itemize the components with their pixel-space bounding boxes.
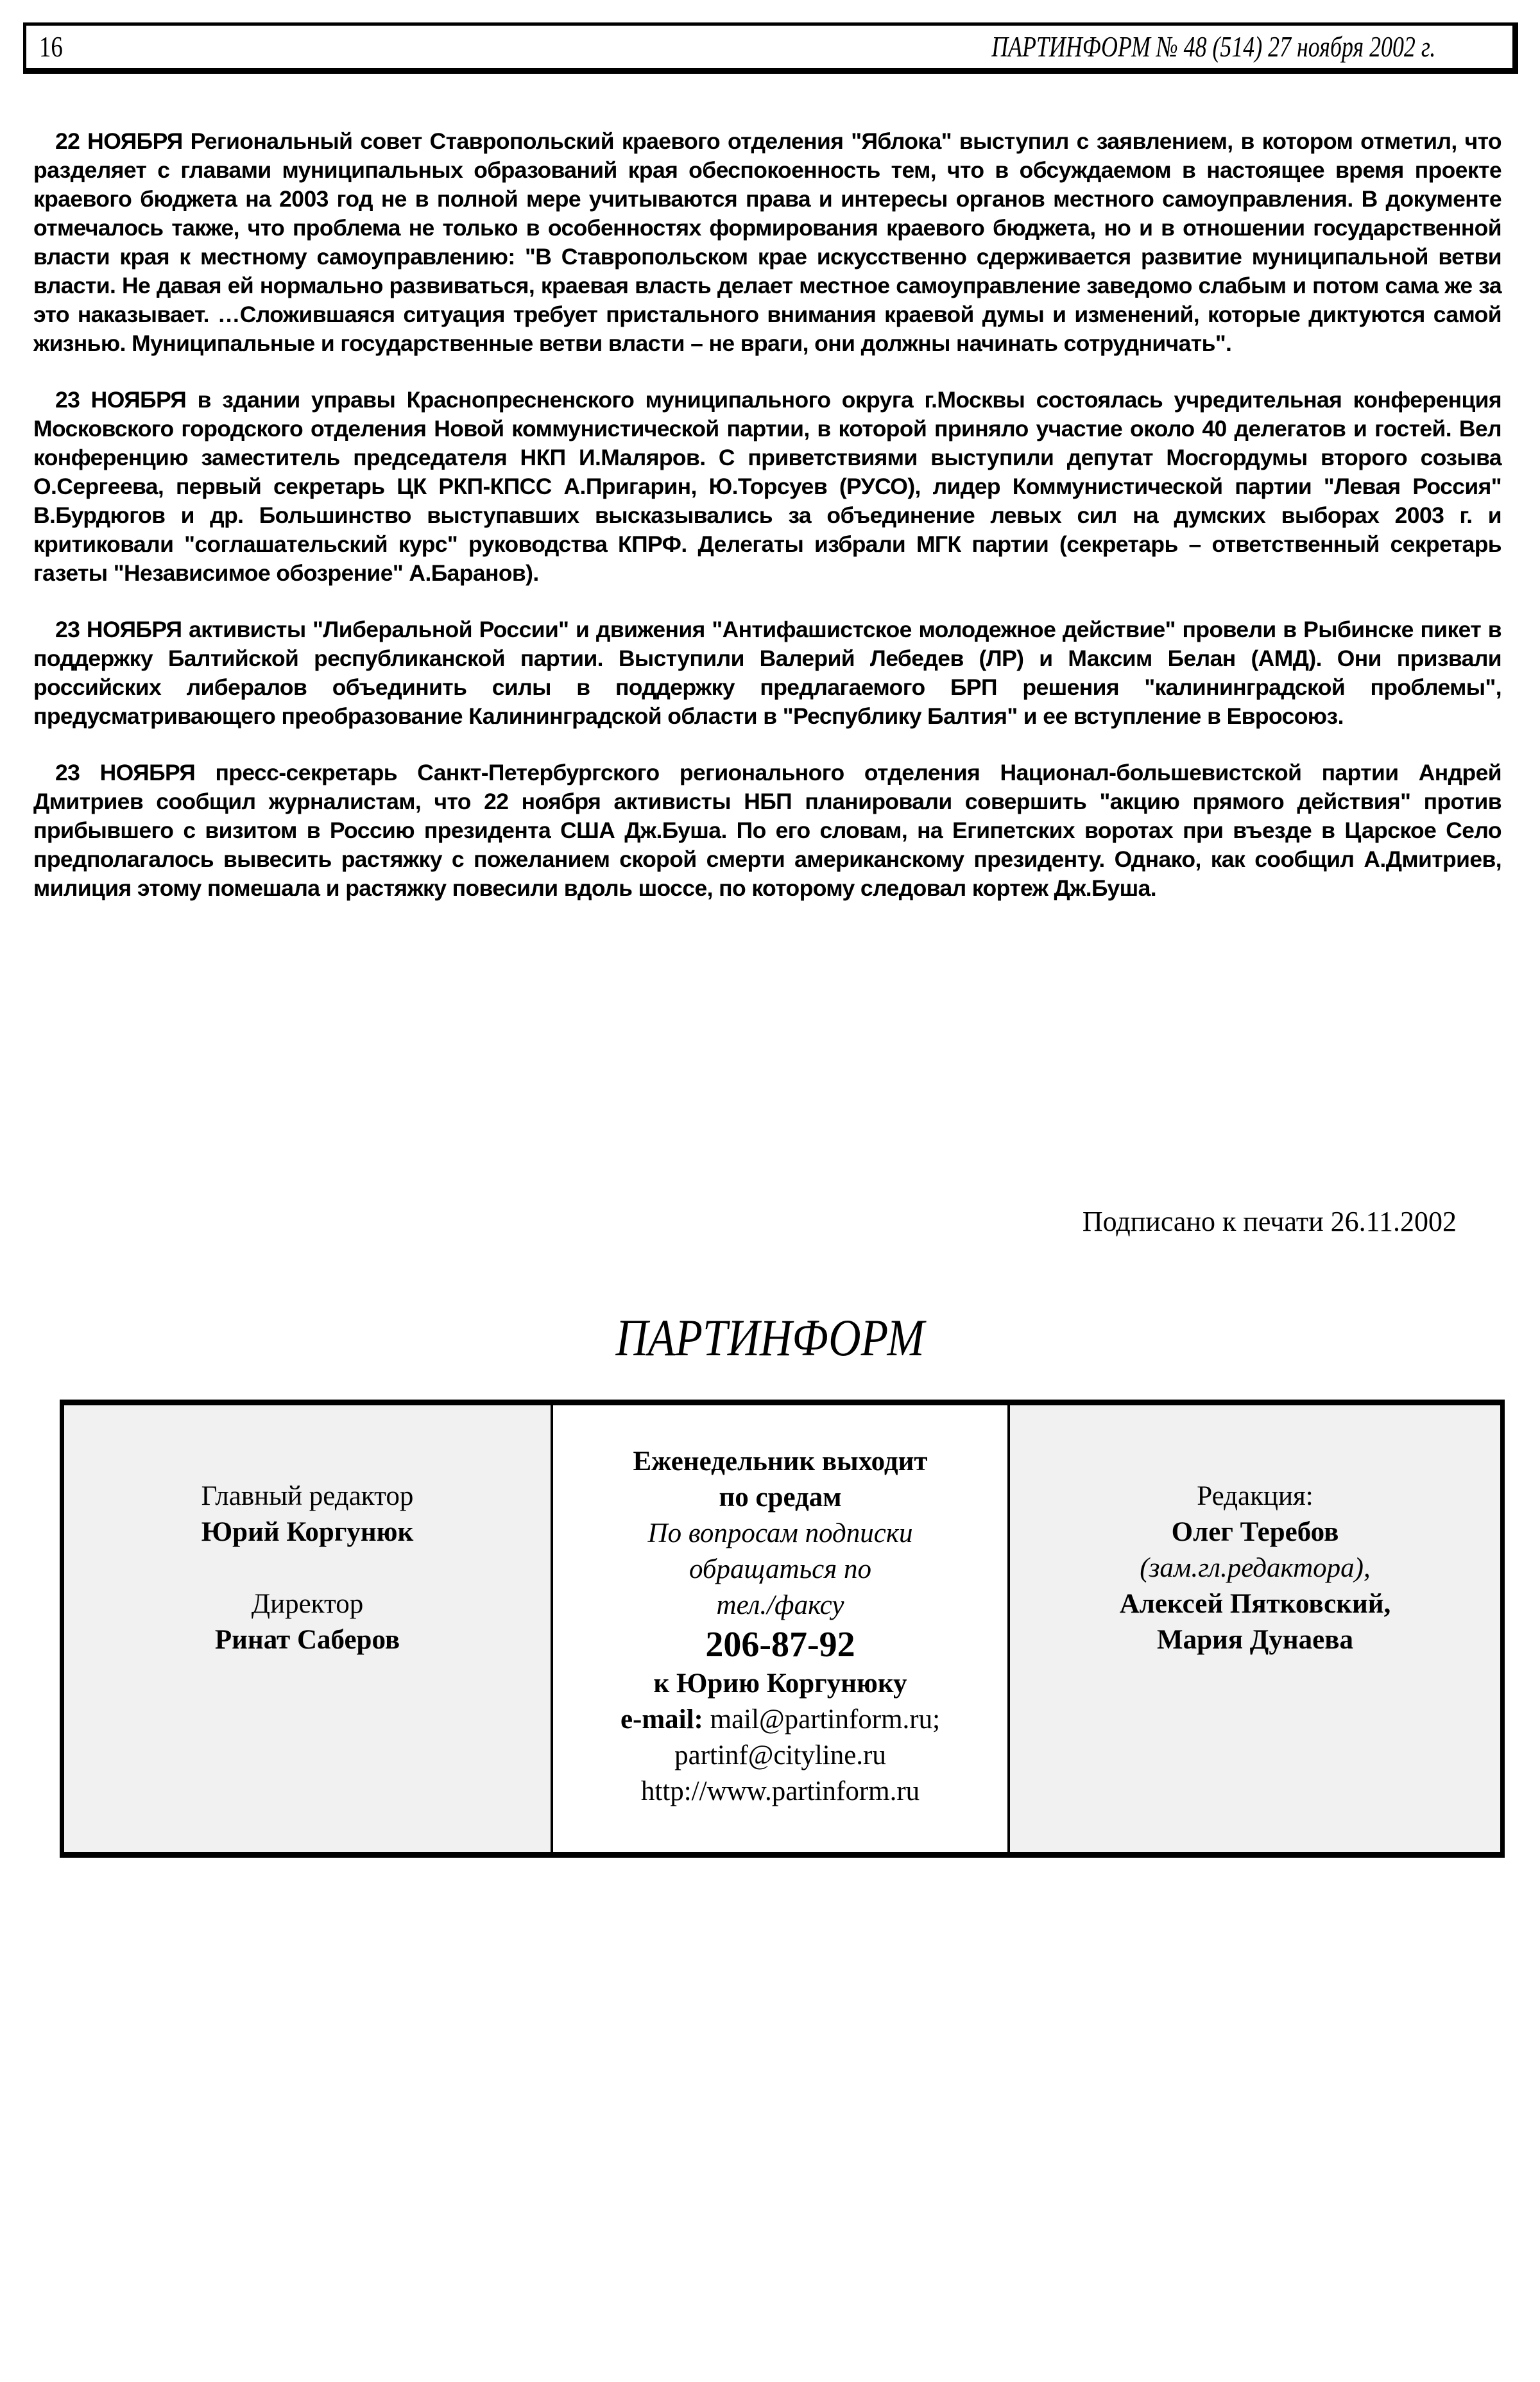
news-item — [33, 615, 1502, 731]
editor-role: Главный редактор — [201, 1481, 414, 1511]
masthead-title: ПАРТИНФОРМ — [615, 1308, 925, 1367]
news-chronicle — [33, 127, 1502, 930]
running-header — [23, 22, 1518, 74]
schedule-line: Еженедельник выходит — [633, 1446, 928, 1477]
subscription-line: обращаться по — [689, 1554, 872, 1584]
news-date: 23 НОЯБРЯ — [55, 617, 182, 642]
email-line — [620, 1702, 940, 1738]
news-item — [33, 758, 1502, 903]
masthead-staff-cell — [1010, 1405, 1500, 1852]
editor-name: Юрий Коргунюк — [201, 1517, 414, 1547]
website-link[interactable]: http://www.partinform.ru — [640, 1776, 920, 1806]
news-date: 23 НОЯБРЯ — [55, 387, 187, 413]
news-text: пресс-секретарь Санкт-Петербургского регионального отделения Национал-большевистской партии Андрей Дмитриев сообщил журналистам, что 22 ноября активисты НБП планировали совершить "акцию прямого действия" против прибывшего с визитом в Россию президента США Дж.Буша. По его словам, на Египетских воротах при въезде в Царское Село предполагалось вывесить растяжку с пожеланием скорой смерти американскому президенту. Однако, как сообщил А.Дмитриев, милиция этому помешала и растяжку повесили вдоль шоссе, по которому следовал кортеж Дж.Буша. — [33, 760, 1502, 901]
contact-person: к Юрию Коргунюку — [653, 1668, 907, 1699]
staff-name: Олег Теребов — [1171, 1517, 1339, 1547]
masthead-table — [60, 1400, 1505, 1858]
phone-number: 206-87-92 — [705, 1625, 855, 1665]
email-link[interactable]: partinf@cityline.ru — [674, 1740, 886, 1770]
email-link[interactable]: mail@partinform.ru; — [710, 1704, 941, 1735]
masthead-contact-cell — [553, 1405, 1010, 1852]
email-label: e-mail: — [620, 1704, 703, 1735]
director-name: Ринат Саберов — [214, 1625, 400, 1655]
director-role: Директор — [251, 1589, 364, 1619]
signed-to-print: Подписано к печати 26.11.2002 — [1082, 1206, 1457, 1237]
issue-line: ПАРТИНФОРМ № 48 (514) 27 ноября 2002 г. — [991, 30, 1435, 63]
subscription-line: По вопросам подписки — [647, 1518, 913, 1548]
news-item — [33, 386, 1502, 588]
masthead-management-cell — [64, 1405, 553, 1852]
news-item — [33, 127, 1502, 358]
news-date: 22 НОЯБРЯ — [55, 128, 183, 154]
staff-role: (зам.гл.редактора), — [1140, 1553, 1371, 1583]
news-text: в здании управы Краснопресненского муниципального округа г.Москвы состоялась учредительная конференция Московского городского отделения Новой коммунистической партии, в которой приняло участие около 40 делегатов и гостей. Вел конференцию заместитель председателя НКП И.Маляров. С приветствиями выступили депутат Мосгордумы второго созыва О.Сергеева, первый секретарь ЦК РКП-КПСС А.Пригарин, Ю.Торсуев (РУСО), лидер Коммунистической партии "Левая Россия" В.Бурдюгов и др. Большинство выступавших высказывались за объединение левых сил на думских выборах 2003 г. и критиковали "соглашательский курс" руководства КПРФ. Делегаты избрали МГК партии (секретарь – ответственный секретарь газеты "Независимое обозрение" А.Баранов). — [33, 387, 1502, 586]
staff-label: Редакция: — [1197, 1481, 1313, 1511]
news-date: 23 НОЯБРЯ — [55, 760, 196, 785]
news-text: активисты "Либеральной России" и движения "Антифашистское молодежное действие" провели в Рыбинске пикет в поддержку Балтийской республиканской партии. Выступили Валерий Лебедев (ЛР) и Максим Белан (АМД). Они призвали российских либералов объединить силы в поддержку предлагаемого БРП решения "калининградской проблемы", предусматривающего преобразование Калининградской области в "Республику Балтия" и ее вступление в Евросоюз. — [33, 617, 1502, 729]
page-number: 16 — [39, 30, 63, 63]
schedule-line: по средам — [719, 1482, 842, 1512]
staff-name: Алексей Пятковский, — [1119, 1589, 1391, 1619]
news-text: Региональный совет Ставропольский краевого отделения "Яблока" выступил с заявлением, в котором отметил, что разделяет с главами муниципальных образований края обеспокоенность тем, что в обсуждаемом в настоящее время проекте краевого бюджета на 2003 год не в полной мере учитываются права и интересы органов местного самоуправления. В документе отмечалось также, что проблема не только в особенностях формирования краевого бюджета, но и в отношении государственной власти края к местному самоуправлению: "В Ставропольском крае искусственно сдерживается развитие муниципальной ветви власти. Не давая ей нормально развиваться, краевая власть делает местное самоуправление заведомо слабым и потом сама же за это наказывает. …Сложившаяся ситуация требует пристального внимания краевой думы и изменений, которые диктуются самой жизнью. Муниципальные и государственные ветви власти – не враги, они должны начинать сотрудничать". — [33, 128, 1502, 356]
staff-name: Мария Дунаева — [1157, 1625, 1353, 1655]
subscription-line: тел./факсу — [716, 1590, 844, 1620]
